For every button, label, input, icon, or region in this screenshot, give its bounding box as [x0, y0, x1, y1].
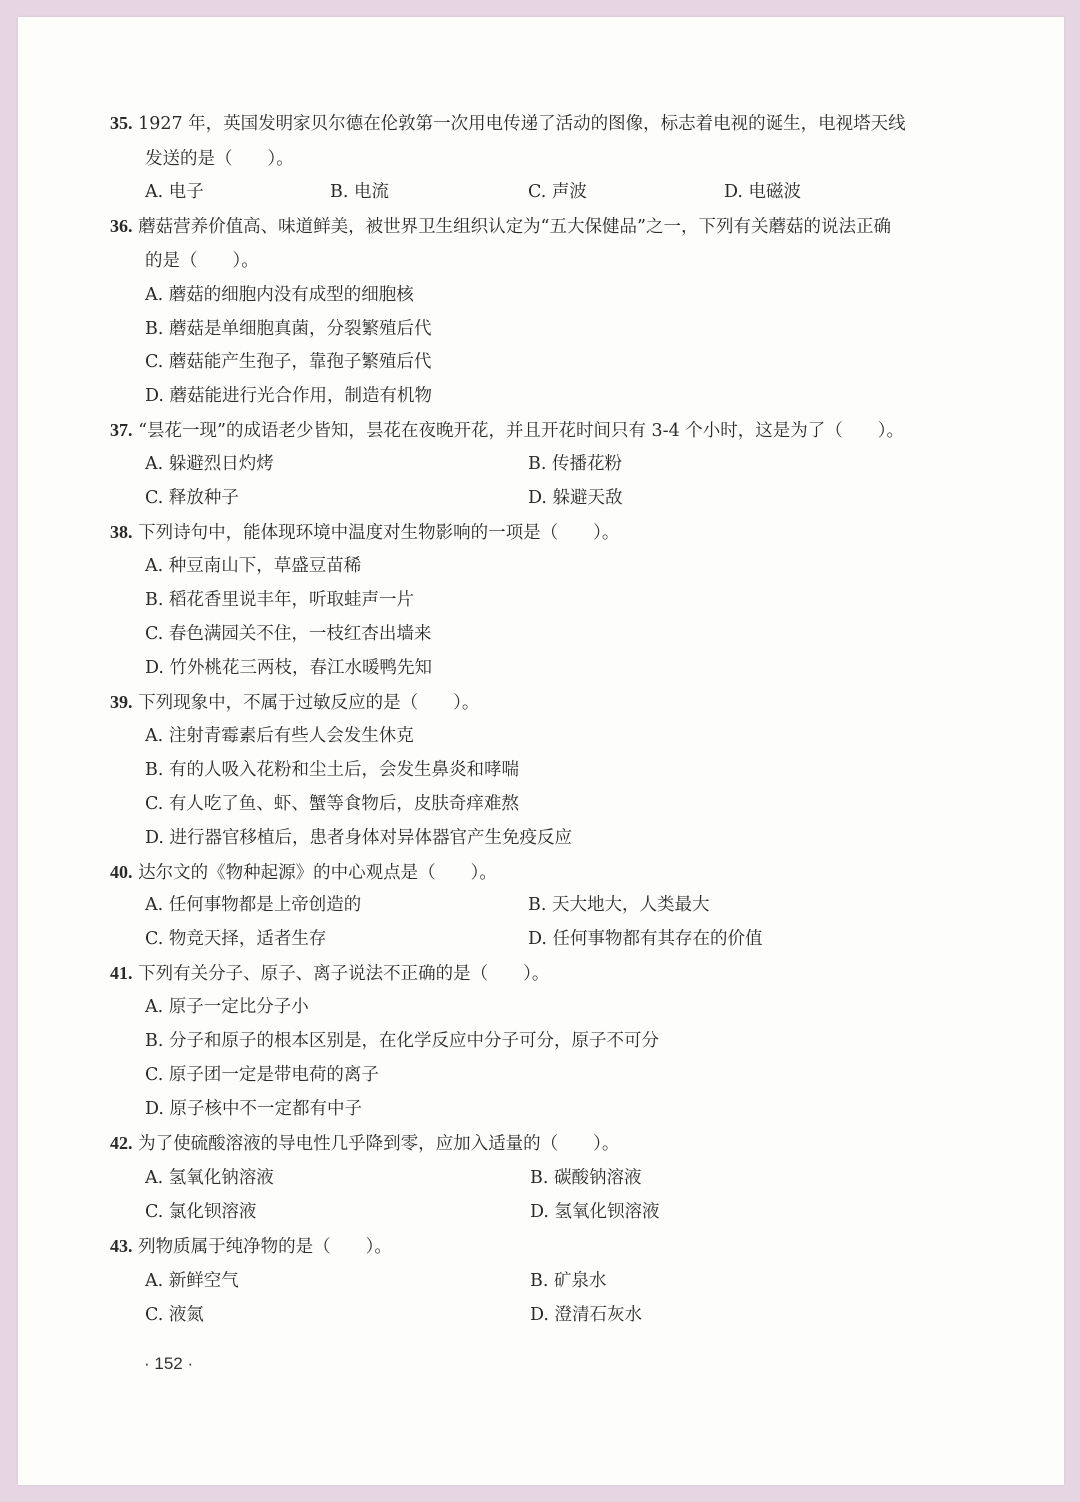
option-a: A. 电子: [145, 182, 204, 202]
question-39: [110, 685, 990, 720]
question-35: [110, 106, 990, 141]
option-c: C. 液氮: [145, 1305, 204, 1325]
question-40: [110, 855, 990, 890]
question-42: [110, 1126, 990, 1161]
option-b: B. 传播花粉: [528, 454, 622, 474]
option-c: C. 有人吃了鱼、虾、蟹等食物后，皮肤奇痒难熬: [145, 794, 519, 814]
question-stem: 1927 年，英国发明家贝尔德在伦敦第一次用电传递了活动的图像，标志着电视的诞生，电视塔天线: [138, 114, 906, 134]
option-d: D. 躲避天敌: [528, 488, 623, 508]
option-b: B. 天大地大，人类最大: [528, 895, 710, 915]
option-c: C. 蘑菇能产生孢子，靠孢子繁殖后代: [145, 352, 432, 372]
option-a: A. 种豆南山下，草盛豆苗稀: [145, 556, 362, 576]
question-stem: 列物质属于纯净物的是（ ）。: [138, 1237, 392, 1257]
option-a: A. 蘑菇的细胞内没有成型的细胞核: [145, 285, 414, 305]
option-d: D. 电磁波: [724, 182, 802, 202]
exam-page: [18, 17, 1064, 1485]
option-c: C. 原子团一定是带电荷的离子: [145, 1065, 379, 1085]
option-c: C. 春色满园关不住，一枝红杏出墙来: [145, 624, 432, 644]
option-a: A. 躲避烈日灼烤: [145, 454, 274, 474]
question-38: [110, 515, 990, 550]
option-b: B. 有的人吸入花粉和尘土后，会发生鼻炎和哮喘: [145, 760, 519, 780]
question-41: [110, 956, 990, 991]
question-stem: 达尔文的《物种起源》的中心观点是（ ）。: [138, 863, 497, 883]
option-d: D. 任何事物都有其存在的价值: [528, 929, 763, 949]
question-stem-continued: 发送的是（ ）。: [145, 149, 294, 169]
option-a: A. 氢氧化钠溶液: [145, 1168, 274, 1188]
option-d: D. 原子核中不一定都有中子: [145, 1099, 363, 1119]
option-c: C. 氯化钡溶液: [145, 1202, 257, 1222]
option-d: D. 竹外桃花三两枝，春江水暖鸭先知: [145, 658, 433, 678]
question-number: 35.: [110, 113, 133, 133]
option-c: C. 声波: [528, 182, 587, 202]
option-a: A. 任何事物都是上帝创造的: [145, 895, 362, 915]
question-number: 42.: [110, 1133, 133, 1153]
option-c: C. 释放种子: [145, 488, 239, 508]
question-stem: 为了使硫酸溶液的导电性几乎降到零，应加入适量的（ ）。: [138, 1134, 620, 1154]
option-b: B. 电流: [330, 182, 389, 202]
option-c: C. 物竞天择，适者生存: [145, 929, 327, 949]
question-stem: “昙花一现”的成语老少皆知，昙花在夜晚开花，并且开花时间只有 3-4 个小时，这是为了（ ）。: [138, 421, 905, 441]
option-b: B. 矿泉水: [530, 1271, 607, 1291]
question-stem: 蘑菇营养价值高、味道鲜美，被世界卫生组织认定为“五大保健品”之一，下列有关蘑菇的说法正确: [138, 217, 891, 237]
question-37: [110, 413, 990, 448]
option-b: B. 蘑菇是单细胞真菌，分裂繁殖后代: [145, 319, 432, 339]
option-b: B. 分子和原子的根本区别是，在化学反应中分子可分，原子不可分: [145, 1031, 659, 1051]
question-number: 37.: [110, 420, 133, 440]
page-number: · 152 ·: [144, 1354, 194, 1373]
question-36: [110, 209, 990, 244]
option-d: D. 进行器官移植后，患者身体对异体器官产生免疫反应: [145, 828, 573, 848]
question-stem: 下列有关分子、原子、离子说法不正确的是（ ）。: [138, 964, 550, 984]
option-a: A. 注射青霉素后有些人会发生休克: [145, 726, 414, 746]
option-b: B. 碳酸钠溶液: [530, 1168, 642, 1188]
option-d: D. 氢氧化钡溶液: [530, 1202, 660, 1222]
question-stem-continued: 的是（ ）。: [145, 251, 259, 271]
option-d: D. 蘑菇能进行光合作用，制造有机物: [145, 386, 433, 406]
question-number: 43.: [110, 1236, 133, 1256]
option-a: A. 新鲜空气: [145, 1271, 239, 1291]
question-number: 40.: [110, 862, 133, 882]
question-stem: 下列现象中，不属于过敏反应的是（ ）。: [138, 693, 480, 713]
question-number: 41.: [110, 963, 133, 983]
question-43: [110, 1229, 990, 1264]
question-number: 36.: [110, 216, 133, 236]
option-b: B. 稻花香里说丰年，听取蛙声一片: [145, 590, 414, 610]
option-a: A. 原子一定比分子小: [145, 997, 309, 1017]
question-number: 38.: [110, 522, 133, 542]
question-stem: 下列诗句中，能体现环境中温度对生物影响的一项是（ ）。: [138, 523, 620, 543]
option-d: D. 澄清石灰水: [530, 1305, 643, 1325]
question-number: 39.: [110, 692, 133, 712]
